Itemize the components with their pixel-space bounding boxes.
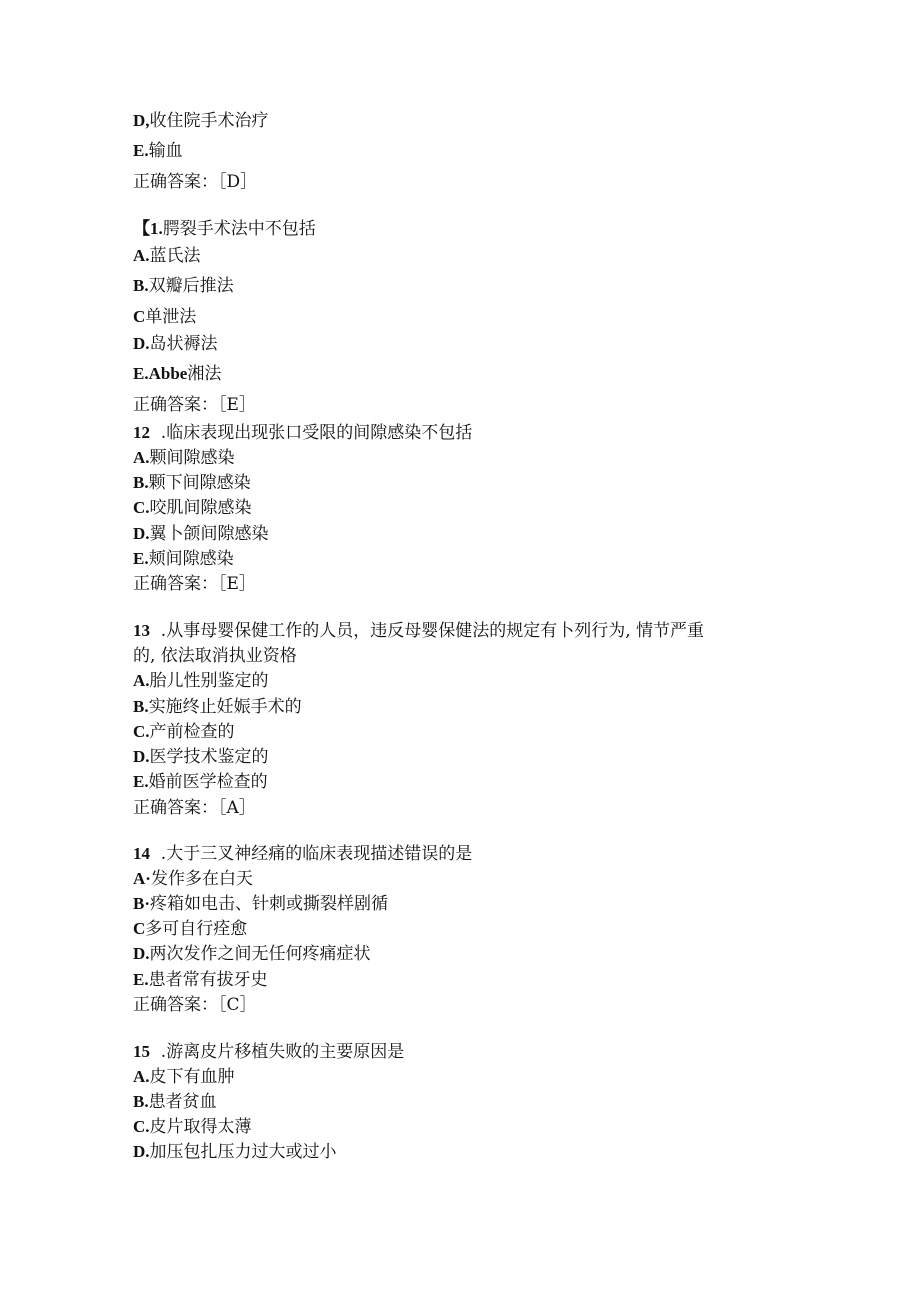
option-mark: C.: [133, 498, 150, 517]
option-text: 咬肌间隙感染: [149, 498, 252, 518]
option-c-line: [133, 306, 196, 328]
question-15-line: [133, 1041, 404, 1063]
answer-text: 正确答案：［E］: [133, 395, 256, 415]
option-a-line: [133, 868, 253, 890]
option-text: 颊间隙感染: [148, 549, 234, 569]
option-mark: B.: [133, 697, 149, 716]
option-a-line: [133, 670, 269, 692]
option-text: 加压包扎压力过大或过小: [149, 1142, 337, 1162]
option-text: 医学技术鉴定的: [149, 747, 269, 767]
question-number: 14: [133, 844, 150, 863]
option-e-line: [133, 771, 268, 793]
option-text: 疼箱如电击、针刺或撕裂样剧循: [150, 894, 389, 914]
option-a-line: [133, 245, 201, 267]
option-text: 皮片取得太薄: [149, 1117, 252, 1137]
option-b-line: [133, 275, 234, 297]
option-mark: A.: [133, 448, 150, 467]
question-text: .从事母婴保健工作的人员，违反母婴保健法的规定有卜列行为, 情节严重: [150, 621, 705, 641]
option-e-line: [133, 548, 234, 570]
option-c-line: [133, 721, 235, 743]
option-c-line: [133, 918, 247, 940]
answer-text: 正确答案：［A］: [133, 798, 256, 818]
question-11-line: [133, 218, 316, 240]
question-number: 【1.: [133, 219, 163, 238]
option-text: 收住院手术治疗: [149, 111, 269, 131]
question-number: 13: [133, 621, 150, 640]
option-b-line: [133, 893, 388, 915]
option-c-line: [133, 1116, 252, 1138]
option-mark: B.: [133, 1092, 149, 1111]
answer-line: [133, 171, 257, 193]
option-text: 皮下有血肿: [149, 1067, 235, 1087]
option-e-line: [133, 969, 268, 991]
option-text: 婚前医学检查的: [148, 772, 268, 792]
option-d-line: [133, 110, 269, 132]
option-text: 患者贫血: [148, 1092, 217, 1112]
option-text: 双瓣后推法: [148, 276, 234, 296]
option-e-line: [133, 140, 183, 162]
option-text: 岛状褥法: [149, 334, 218, 354]
option-e-line: [133, 363, 221, 385]
option-d-line: [133, 523, 269, 545]
option-mark: C: [133, 919, 146, 938]
option-mark: E.: [133, 549, 149, 568]
option-b-line: [133, 472, 251, 494]
option-c-line: [133, 497, 252, 519]
option-d-line: [133, 943, 371, 965]
option-mark: E.: [133, 970, 149, 989]
option-a-line: [133, 447, 235, 469]
option-mark: B.: [133, 276, 149, 295]
question-text: 的, 依法取消执业资格: [133, 646, 297, 666]
answer-line: [133, 797, 256, 819]
question-13-continuation: [133, 645, 297, 667]
option-d-line: [133, 333, 218, 355]
option-d-line: [133, 1141, 337, 1163]
question-number: 12: [133, 423, 150, 442]
option-d-line: [133, 746, 269, 768]
answer-line: [133, 394, 256, 416]
option-mark: E.: [133, 141, 149, 160]
option-a-line: [133, 1066, 235, 1088]
option-mark: B·: [133, 894, 151, 913]
option-mark: E.: [133, 772, 149, 791]
option-mark: D.: [133, 747, 150, 766]
option-b-line: [133, 696, 302, 718]
option-mark: A·: [133, 869, 151, 888]
question-14-line: [133, 843, 472, 865]
answer-line: [133, 994, 257, 1016]
option-mark: C: [133, 307, 146, 326]
question-text: 腭裂手术法中不包括: [162, 219, 316, 239]
answer-text: 正确答案：［D］: [133, 172, 258, 192]
option-text: 蓝氏法: [149, 246, 201, 266]
option-text: 两次发作之间无任何疼痛症状: [149, 944, 371, 964]
question-13-line: [133, 620, 704, 642]
option-mark: D.: [133, 1142, 150, 1161]
answer-text: 正确答案：［C］: [133, 995, 257, 1015]
option-mark: A.: [133, 671, 150, 690]
option-mark: A.: [133, 246, 150, 265]
option-text: 输血: [148, 141, 183, 161]
answer-text: 正确答案：［E］: [133, 574, 256, 594]
option-text: 发作多在白天: [150, 869, 253, 889]
question-number: 15: [133, 1042, 150, 1061]
option-text: 翼卜颌间隙感染: [149, 524, 269, 544]
option-text: 实施终止妊娠手术的: [148, 697, 302, 717]
option-text: 颗下间隙感染: [148, 473, 251, 493]
option-mark: D,: [133, 111, 150, 130]
answer-line: [133, 573, 256, 595]
option-mark: E.Abbe: [133, 364, 188, 383]
option-text: 单泄法: [145, 307, 197, 327]
question-12-line: [133, 422, 472, 444]
question-text: .临床表现出现张口受限的间隙感染不包括: [150, 423, 473, 443]
option-text: 多可自行痊愈: [145, 919, 248, 939]
option-mark: D.: [133, 944, 150, 963]
option-mark: D.: [133, 524, 150, 543]
option-text: 患者常有拔牙史: [148, 970, 268, 990]
option-text: 胎儿性别鉴定的: [149, 671, 269, 691]
option-text: 湘法: [187, 364, 222, 384]
option-mark: B.: [133, 473, 149, 492]
option-mark: D.: [133, 334, 150, 353]
question-text: .游离皮片移植失败的主要原因是: [150, 1042, 405, 1062]
option-text: 产前检查的: [149, 722, 235, 742]
option-mark: C.: [133, 1117, 150, 1136]
option-mark: C.: [133, 722, 150, 741]
option-b-line: [133, 1091, 217, 1113]
question-text: .大于三叉神经痛的临床表现描述错误的是: [150, 844, 473, 864]
option-text: 颗间隙感染: [149, 448, 235, 468]
option-mark: A.: [133, 1067, 150, 1086]
